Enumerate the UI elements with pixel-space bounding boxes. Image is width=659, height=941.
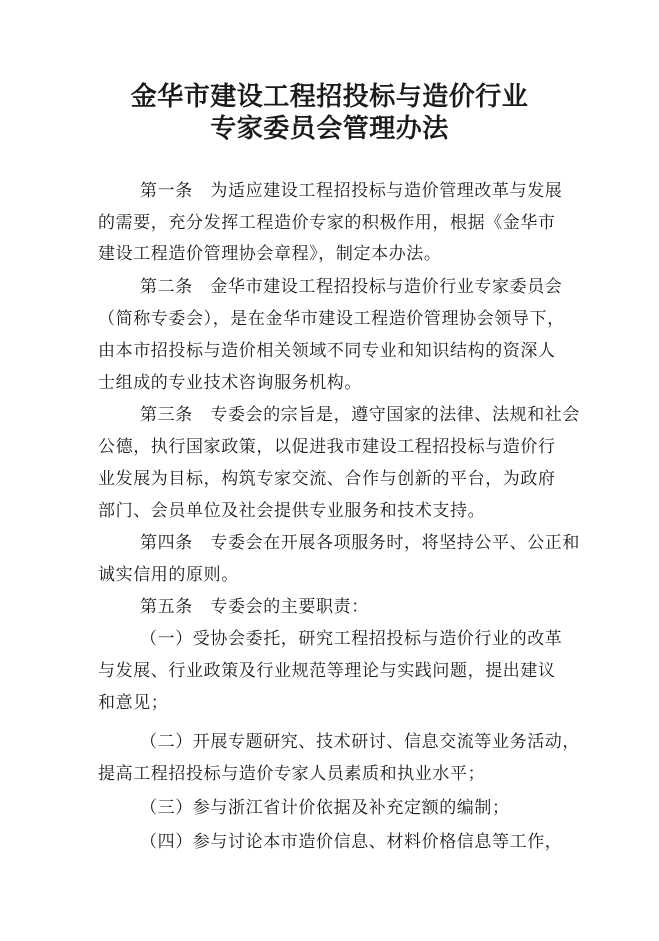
duty-3-line-1: （三）参与浙江省计价依据及补充定额的编制； bbox=[140, 798, 510, 818]
duty-1-line-2: 与发展、行业政策及行业规范等理论与实践问题，提出建议 bbox=[98, 661, 556, 681]
article-3-line-4: 部门、会员单位及社会提供专业服务和技术支持。 bbox=[98, 501, 486, 521]
article-1-line-3: 建设工程造价管理协会章程》，制定本办法。 bbox=[98, 244, 442, 264]
duty-1-line-1: （一）受协会委托，研究工程招投标与造价行业的改革 bbox=[140, 629, 563, 649]
duty-4-line-1: （四）参与讨论本市造价信息、材料价格信息等工作， bbox=[140, 832, 563, 852]
article-3-line-2: 公德，执行国家政策，以促进我市建设工程招投标与造价行 bbox=[98, 437, 556, 457]
duty-1-line-3: 和意见； bbox=[98, 693, 169, 713]
article-1-line-1: 第一条 为适应建设工程招投标与造价管理改革与发展 bbox=[140, 181, 563, 201]
duty-2-line-2: 提高工程招投标与造价专家人员素质和执业水平； bbox=[98, 764, 486, 784]
article-4-line-1: 第四条 专委会在开展各项服务时，将坚持公平、公正和 bbox=[140, 533, 580, 553]
duty-2-line-1: （二）开展专题研究、技术研讨、信息交流等业务活动， bbox=[140, 732, 580, 752]
document-title-line-2: 专家委员会管理办法 bbox=[210, 114, 449, 144]
article-2-line-2: （简称专委会），是在金华市建设工程造价管理协会领导下， bbox=[98, 309, 565, 329]
article-2-line-3: 由本市招投标与造价相关领域不同专业和知识结构的资深人 bbox=[98, 341, 556, 361]
article-2-line-1: 第二条 金华市建设工程招投标与造价行业专家委员会 bbox=[140, 277, 563, 297]
document-title-line-1: 金华市建设工程招投标与造价行业 bbox=[130, 82, 529, 112]
article-5-line-1: 第五条 专委会的主要职责： bbox=[140, 597, 369, 617]
article-2-line-4: 士组成的专业技术咨询服务机构。 bbox=[98, 373, 362, 393]
article-3-line-3: 业发展为目标，构筑专家交流、合作与创新的平台，为政府 bbox=[98, 469, 556, 489]
article-1-line-2: 的需要，充分发挥工程造价专家的积极作用，根据《金华市 bbox=[98, 213, 556, 233]
article-4-line-2: 诚实信用的原则。 bbox=[98, 565, 239, 585]
article-3-line-1: 第三条 专委会的宗旨是，遵守国家的法律、法规和社会 bbox=[140, 405, 580, 425]
